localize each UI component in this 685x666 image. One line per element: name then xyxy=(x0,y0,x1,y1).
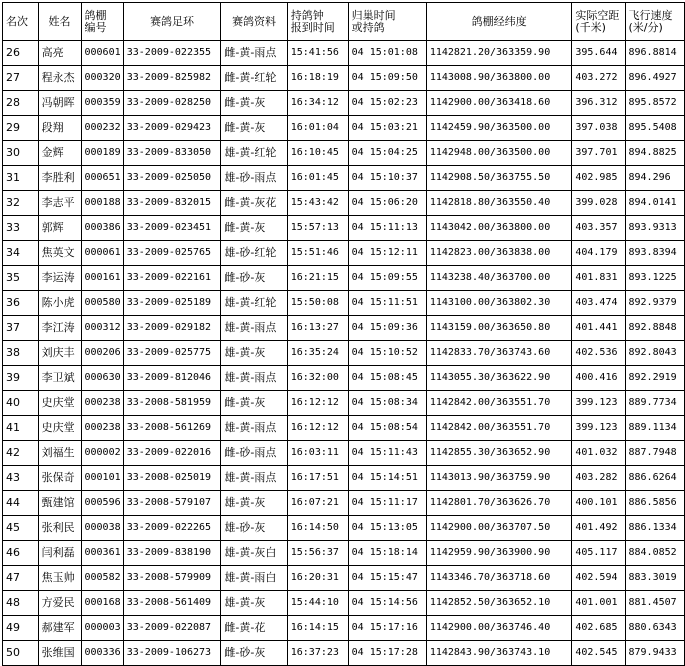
cell-name: 李运涛 xyxy=(38,266,81,291)
cell-clock-time: 16:14:50 xyxy=(287,516,348,541)
table-row xyxy=(3,366,685,391)
cell-coords: 1143013.90/363759.90 xyxy=(426,466,572,491)
cell-distance: 399.028 xyxy=(572,191,625,216)
table-row xyxy=(3,616,685,641)
cell-arrive-time: 04 15:08:54 xyxy=(348,416,426,441)
cell-speed: 894.8825 xyxy=(625,141,685,166)
cell-coords: 1142900.00/363746.40 xyxy=(426,616,572,641)
cell-name: 冯朝晖 xyxy=(38,91,81,116)
cell-arrive-time: 04 15:09:36 xyxy=(348,316,426,341)
cell-info: 雌-黄-灰花 xyxy=(221,191,287,216)
cell-ring: 33-2008-579107 xyxy=(123,491,221,516)
cell-ring: 33-2008-579909 xyxy=(123,566,221,591)
cell-ring: 33-2009-025050 xyxy=(123,166,221,191)
header-name: 姓名 xyxy=(38,3,81,41)
cell-arrive-time: 04 15:14:56 xyxy=(348,591,426,616)
table-row xyxy=(3,116,685,141)
cell-distance: 402.685 xyxy=(572,616,625,641)
table-row xyxy=(3,466,685,491)
cell-rank: 26 xyxy=(3,41,39,66)
cell-distance: 399.123 xyxy=(572,416,625,441)
cell-coords: 1142908.50/363755.50 xyxy=(426,166,572,191)
cell-loft-id: 000386 xyxy=(81,216,123,241)
cell-loft-id: 000320 xyxy=(81,66,123,91)
cell-rank: 36 xyxy=(3,291,39,316)
cell-ring: 33-2008-025019 xyxy=(123,466,221,491)
cell-clock-time: 16:21:15 xyxy=(287,266,348,291)
cell-name: 高亮 xyxy=(38,41,81,66)
cell-arrive-time: 04 15:11:13 xyxy=(348,216,426,241)
cell-arrive-time: 04 15:15:47 xyxy=(348,566,426,591)
cell-distance: 401.831 xyxy=(572,266,625,291)
cell-coords: 1142900.00/363418.60 xyxy=(426,91,572,116)
cell-loft-id: 000038 xyxy=(81,516,123,541)
table-row xyxy=(3,91,685,116)
cell-coords: 1142843.90/363743.10 xyxy=(426,641,572,666)
cell-name: 金辉 xyxy=(38,141,81,166)
cell-rank: 37 xyxy=(3,316,39,341)
cell-info: 雌-砂-雨点 xyxy=(221,441,287,466)
cell-rank: 45 xyxy=(3,516,39,541)
cell-clock-time: 15:51:46 xyxy=(287,241,348,266)
cell-clock-time: 16:12:12 xyxy=(287,391,348,416)
cell-name: 张保奇 xyxy=(38,466,81,491)
cell-distance: 404.179 xyxy=(572,241,625,266)
header-distance: 实际空距 (千米) xyxy=(572,3,625,41)
cell-ring: 33-2009-825982 xyxy=(123,66,221,91)
cell-clock-time: 16:01:45 xyxy=(287,166,348,191)
cell-info: 雄-砂-红轮 xyxy=(221,241,287,266)
cell-coords: 1142900.00/363707.50 xyxy=(426,516,572,541)
cell-rank: 34 xyxy=(3,241,39,266)
cell-ring: 33-2009-022265 xyxy=(123,516,221,541)
cell-loft-id: 000238 xyxy=(81,416,123,441)
results-table-container xyxy=(2,2,685,666)
cell-ring: 33-2009-022087 xyxy=(123,616,221,641)
cell-loft-id: 000168 xyxy=(81,591,123,616)
cell-name: 甄建馆 xyxy=(38,491,81,516)
cell-arrive-time: 04 15:11:51 xyxy=(348,291,426,316)
cell-ring: 33-2009-838190 xyxy=(123,541,221,566)
cell-coords: 1143055.30/363622.90 xyxy=(426,366,572,391)
cell-loft-id: 000238 xyxy=(81,391,123,416)
cell-name: 方爱民 xyxy=(38,591,81,616)
cell-arrive-time: 04 15:01:08 xyxy=(348,41,426,66)
cell-info: 雄-黄-红轮 xyxy=(221,291,287,316)
cell-ring: 33-2009-029423 xyxy=(123,116,221,141)
cell-distance: 401.441 xyxy=(572,316,625,341)
cell-coords: 1142948.00/363500.00 xyxy=(426,141,572,166)
table-row xyxy=(3,516,685,541)
cell-speed: 893.9313 xyxy=(625,216,685,241)
cell-info: 雌-黄-花 xyxy=(221,616,287,641)
cell-loft-id: 000630 xyxy=(81,366,123,391)
header-info: 赛鸽资料 xyxy=(221,3,287,41)
cell-clock-time: 16:10:45 xyxy=(287,141,348,166)
cell-coords: 1142842.00/363551.70 xyxy=(426,391,572,416)
header-clock-time: 持鸽钟 报到时间 xyxy=(287,3,348,41)
cell-loft-id: 000188 xyxy=(81,191,123,216)
cell-speed: 892.9379 xyxy=(625,291,685,316)
cell-ring: 33-2008-561409 xyxy=(123,591,221,616)
table-row xyxy=(3,66,685,91)
cell-arrive-time: 04 15:09:55 xyxy=(348,266,426,291)
cell-clock-time: 16:32:00 xyxy=(287,366,348,391)
cell-clock-time: 16:17:51 xyxy=(287,466,348,491)
cell-rank: 44 xyxy=(3,491,39,516)
cell-rank: 32 xyxy=(3,191,39,216)
cell-coords: 1142959.90/363900.90 xyxy=(426,541,572,566)
cell-rank: 33 xyxy=(3,216,39,241)
cell-rank: 46 xyxy=(3,541,39,566)
cell-rank: 27 xyxy=(3,66,39,91)
cell-clock-time: 16:07:21 xyxy=(287,491,348,516)
header-arrive-time: 归巢时间 或持鸽 xyxy=(348,3,426,41)
cell-info: 雌-黄-红轮 xyxy=(221,66,287,91)
cell-ring: 33-2009-028250 xyxy=(123,91,221,116)
cell-loft-id: 000232 xyxy=(81,116,123,141)
header-coords: 鸽棚经纬度 xyxy=(426,3,572,41)
cell-clock-time: 15:56:37 xyxy=(287,541,348,566)
cell-coords: 1143100.00/363802.30 xyxy=(426,291,572,316)
cell-speed: 886.6264 xyxy=(625,466,685,491)
cell-name: 张维国 xyxy=(38,641,81,666)
cell-coords: 1143238.40/363700.00 xyxy=(426,266,572,291)
cell-speed: 886.5856 xyxy=(625,491,685,516)
cell-info: 雄-黄-灰白 xyxy=(221,541,287,566)
table-row xyxy=(3,291,685,316)
cell-loft-id: 000312 xyxy=(81,316,123,341)
cell-info: 雄-黄-雨点 xyxy=(221,466,287,491)
cell-name: 刘福生 xyxy=(38,441,81,466)
table-row xyxy=(3,266,685,291)
table-row xyxy=(3,166,685,191)
cell-coords: 1143008.90/363800.00 xyxy=(426,66,572,91)
cell-name: 史庆堂 xyxy=(38,391,81,416)
cell-name: 郭辉 xyxy=(38,216,81,241)
cell-speed: 886.1334 xyxy=(625,516,685,541)
cell-coords: 1142833.70/363743.60 xyxy=(426,341,572,366)
cell-loft-id: 000580 xyxy=(81,291,123,316)
cell-distance: 395.644 xyxy=(572,41,625,66)
table-row xyxy=(3,491,685,516)
cell-ring: 33-2009-025189 xyxy=(123,291,221,316)
cell-name: 焦玉帅 xyxy=(38,566,81,591)
table-row xyxy=(3,316,685,341)
cell-clock-time: 16:03:11 xyxy=(287,441,348,466)
cell-coords: 1142823.00/363838.00 xyxy=(426,241,572,266)
cell-distance: 397.038 xyxy=(572,116,625,141)
cell-arrive-time: 04 15:10:37 xyxy=(348,166,426,191)
cell-info: 雄-黄-雨白 xyxy=(221,566,287,591)
cell-coords: 1143159.00/363650.80 xyxy=(426,316,572,341)
cell-loft-id: 000101 xyxy=(81,466,123,491)
table-row xyxy=(3,216,685,241)
cell-clock-time: 15:41:56 xyxy=(287,41,348,66)
cell-distance: 402.545 xyxy=(572,641,625,666)
cell-loft-id: 000359 xyxy=(81,91,123,116)
cell-distance: 403.357 xyxy=(572,216,625,241)
cell-info: 雄-黄-雨点 xyxy=(221,366,287,391)
cell-coords: 1143042.00/363800.00 xyxy=(426,216,572,241)
table-row xyxy=(3,141,685,166)
cell-clock-time: 16:13:27 xyxy=(287,316,348,341)
cell-speed: 893.1225 xyxy=(625,266,685,291)
cell-arrive-time: 04 15:14:51 xyxy=(348,466,426,491)
cell-info: 雄-砂-灰 xyxy=(221,516,287,541)
cell-arrive-time: 04 15:10:52 xyxy=(348,341,426,366)
cell-arrive-time: 04 15:08:45 xyxy=(348,366,426,391)
cell-coords: 1142842.00/363551.70 xyxy=(426,416,572,441)
cell-rank: 49 xyxy=(3,616,39,641)
cell-speed: 881.4507 xyxy=(625,591,685,616)
table-row xyxy=(3,541,685,566)
cell-rank: 38 xyxy=(3,341,39,366)
cell-clock-time: 16:35:24 xyxy=(287,341,348,366)
cell-coords: 1143346.70/363718.60 xyxy=(426,566,572,591)
cell-speed: 892.8043 xyxy=(625,341,685,366)
cell-coords: 1142855.30/363652.90 xyxy=(426,441,572,466)
cell-info: 雌-砂-灰 xyxy=(221,641,287,666)
cell-arrive-time: 04 15:17:16 xyxy=(348,616,426,641)
cell-ring: 33-2008-581959 xyxy=(123,391,221,416)
cell-distance: 400.101 xyxy=(572,491,625,516)
cell-coords: 1142818.80/363550.40 xyxy=(426,191,572,216)
cell-name: 李江涛 xyxy=(38,316,81,341)
cell-clock-time: 16:34:12 xyxy=(287,91,348,116)
cell-ring: 33-2009-106273 xyxy=(123,641,221,666)
cell-speed: 895.5408 xyxy=(625,116,685,141)
cell-speed: 894.0141 xyxy=(625,191,685,216)
table-row xyxy=(3,191,685,216)
cell-loft-id: 000161 xyxy=(81,266,123,291)
cell-loft-id: 000061 xyxy=(81,241,123,266)
cell-info: 雄-砂-雨点 xyxy=(221,166,287,191)
cell-speed: 896.8814 xyxy=(625,41,685,66)
cell-rank: 35 xyxy=(3,266,39,291)
cell-speed: 894.296 xyxy=(625,166,685,191)
cell-name: 李志平 xyxy=(38,191,81,216)
cell-loft-id: 000206 xyxy=(81,341,123,366)
cell-loft-id: 000596 xyxy=(81,491,123,516)
table-row xyxy=(3,241,685,266)
cell-distance: 402.985 xyxy=(572,166,625,191)
cell-coords: 1142459.90/363500.00 xyxy=(426,116,572,141)
cell-rank: 48 xyxy=(3,591,39,616)
table-row xyxy=(3,341,685,366)
cell-rank: 39 xyxy=(3,366,39,391)
cell-clock-time: 15:44:10 xyxy=(287,591,348,616)
cell-rank: 41 xyxy=(3,416,39,441)
cell-ring: 33-2009-832015 xyxy=(123,191,221,216)
cell-distance: 403.282 xyxy=(572,466,625,491)
cell-speed: 895.8572 xyxy=(625,91,685,116)
cell-arrive-time: 04 15:12:11 xyxy=(348,241,426,266)
cell-arrive-time: 04 15:18:14 xyxy=(348,541,426,566)
cell-coords: 1142852.50/363652.10 xyxy=(426,591,572,616)
cell-rank: 29 xyxy=(3,116,39,141)
cell-info: 雄-黄-雨点 xyxy=(221,416,287,441)
cell-distance: 399.123 xyxy=(572,391,625,416)
cell-rank: 43 xyxy=(3,466,39,491)
cell-info: 雌-黄-灰 xyxy=(221,391,287,416)
cell-name: 焦英文 xyxy=(38,241,81,266)
cell-loft-id: 000336 xyxy=(81,641,123,666)
cell-arrive-time: 04 15:06:20 xyxy=(348,191,426,216)
header-row xyxy=(3,3,685,41)
cell-arrive-time: 04 15:04:25 xyxy=(348,141,426,166)
table-row xyxy=(3,591,685,616)
cell-speed: 880.6343 xyxy=(625,616,685,641)
cell-info: 雄-黄-灰 xyxy=(221,341,287,366)
cell-loft-id: 000361 xyxy=(81,541,123,566)
cell-distance: 402.536 xyxy=(572,341,625,366)
cell-arrive-time: 04 15:09:50 xyxy=(348,66,426,91)
cell-name: 段翔 xyxy=(38,116,81,141)
cell-clock-time: 16:14:15 xyxy=(287,616,348,641)
cell-clock-time: 16:20:31 xyxy=(287,566,348,591)
cell-info: 雌-黄-灰 xyxy=(221,91,287,116)
cell-info: 雌-黄-灰 xyxy=(221,216,287,241)
cell-ring: 33-2009-833050 xyxy=(123,141,221,166)
cell-rank: 31 xyxy=(3,166,39,191)
cell-info: 雌-黄-灰 xyxy=(221,116,287,141)
cell-arrive-time: 04 15:03:21 xyxy=(348,116,426,141)
cell-ring: 33-2009-022161 xyxy=(123,266,221,291)
race-results-table xyxy=(2,2,685,666)
cell-speed: 893.8394 xyxy=(625,241,685,266)
cell-name: 史庆堂 xyxy=(38,416,81,441)
cell-distance: 402.594 xyxy=(572,566,625,591)
cell-clock-time: 16:01:04 xyxy=(287,116,348,141)
cell-speed: 896.4927 xyxy=(625,66,685,91)
cell-ring: 33-2009-025765 xyxy=(123,241,221,266)
cell-distance: 400.416 xyxy=(572,366,625,391)
cell-arrive-time: 04 15:11:43 xyxy=(348,441,426,466)
cell-clock-time: 16:18:19 xyxy=(287,66,348,91)
cell-info: 雄-黄-红轮 xyxy=(221,141,287,166)
cell-loft-id: 000003 xyxy=(81,616,123,641)
table-row xyxy=(3,566,685,591)
cell-speed: 892.2919 xyxy=(625,366,685,391)
cell-distance: 401.492 xyxy=(572,516,625,541)
cell-rank: 28 xyxy=(3,91,39,116)
cell-name: 郝建军 xyxy=(38,616,81,641)
cell-arrive-time: 04 15:08:34 xyxy=(348,391,426,416)
cell-name: 李卫斌 xyxy=(38,366,81,391)
cell-info: 雌-砂-灰 xyxy=(221,266,287,291)
cell-clock-time: 15:57:13 xyxy=(287,216,348,241)
cell-distance: 396.312 xyxy=(572,91,625,116)
header-ring: 赛鸽足环 xyxy=(123,3,221,41)
cell-rank: 42 xyxy=(3,441,39,466)
cell-ring: 33-2009-029182 xyxy=(123,316,221,341)
cell-clock-time: 16:37:23 xyxy=(287,641,348,666)
cell-arrive-time: 04 15:17:28 xyxy=(348,641,426,666)
cell-speed: 887.7948 xyxy=(625,441,685,466)
cell-arrive-time: 04 15:02:23 xyxy=(348,91,426,116)
cell-loft-id: 000002 xyxy=(81,441,123,466)
cell-speed: 889.7734 xyxy=(625,391,685,416)
cell-name: 闫利磊 xyxy=(38,541,81,566)
cell-name: 刘庆丰 xyxy=(38,341,81,366)
cell-arrive-time: 04 15:13:05 xyxy=(348,516,426,541)
cell-clock-time: 15:43:42 xyxy=(287,191,348,216)
cell-ring: 33-2009-025775 xyxy=(123,341,221,366)
table-row xyxy=(3,441,685,466)
cell-distance: 403.474 xyxy=(572,291,625,316)
cell-speed: 879.9433 xyxy=(625,641,685,666)
cell-speed: 889.1134 xyxy=(625,416,685,441)
cell-clock-time: 16:12:12 xyxy=(287,416,348,441)
cell-ring: 33-2009-812046 xyxy=(123,366,221,391)
cell-speed: 892.8848 xyxy=(625,316,685,341)
header-loft-id: 鸽棚 编号 xyxy=(81,3,123,41)
cell-speed: 883.3019 xyxy=(625,566,685,591)
cell-rank: 40 xyxy=(3,391,39,416)
cell-arrive-time: 04 15:11:17 xyxy=(348,491,426,516)
cell-ring: 33-2009-022016 xyxy=(123,441,221,466)
results-body xyxy=(3,41,685,666)
table-row xyxy=(3,641,685,666)
table-row xyxy=(3,416,685,441)
table-row xyxy=(3,41,685,66)
cell-rank: 47 xyxy=(3,566,39,591)
cell-loft-id: 000651 xyxy=(81,166,123,191)
cell-distance: 403.272 xyxy=(572,66,625,91)
cell-speed: 884.0852 xyxy=(625,541,685,566)
cell-ring: 33-2009-023451 xyxy=(123,216,221,241)
cell-clock-time: 15:50:08 xyxy=(287,291,348,316)
cell-loft-id: 000189 xyxy=(81,141,123,166)
cell-rank: 50 xyxy=(3,641,39,666)
cell-ring: 33-2008-561269 xyxy=(123,416,221,441)
header-rank: 名次 xyxy=(3,3,39,41)
cell-coords: 1142801.70/363626.70 xyxy=(426,491,572,516)
cell-coords: 1142821.20/363359.90 xyxy=(426,41,572,66)
cell-loft-id: 000582 xyxy=(81,566,123,591)
cell-info: 雌-黄-雨点 xyxy=(221,41,287,66)
cell-distance: 405.117 xyxy=(572,541,625,566)
cell-distance: 401.032 xyxy=(572,441,625,466)
cell-name: 张利民 xyxy=(38,516,81,541)
table-row xyxy=(3,391,685,416)
cell-info: 雄-黄-灰 xyxy=(221,491,287,516)
header-speed: 飞行速度 (米/分) xyxy=(625,3,685,41)
cell-loft-id: 000601 xyxy=(81,41,123,66)
cell-rank: 30 xyxy=(3,141,39,166)
cell-name: 陈小虎 xyxy=(38,291,81,316)
cell-ring: 33-2009-022355 xyxy=(123,41,221,66)
cell-info: 雄-黄-灰 xyxy=(221,591,287,616)
cell-distance: 397.701 xyxy=(572,141,625,166)
cell-name: 程永杰 xyxy=(38,66,81,91)
cell-name: 李胜利 xyxy=(38,166,81,191)
cell-info: 雄-黄-雨点 xyxy=(221,316,287,341)
cell-distance: 401.001 xyxy=(572,591,625,616)
